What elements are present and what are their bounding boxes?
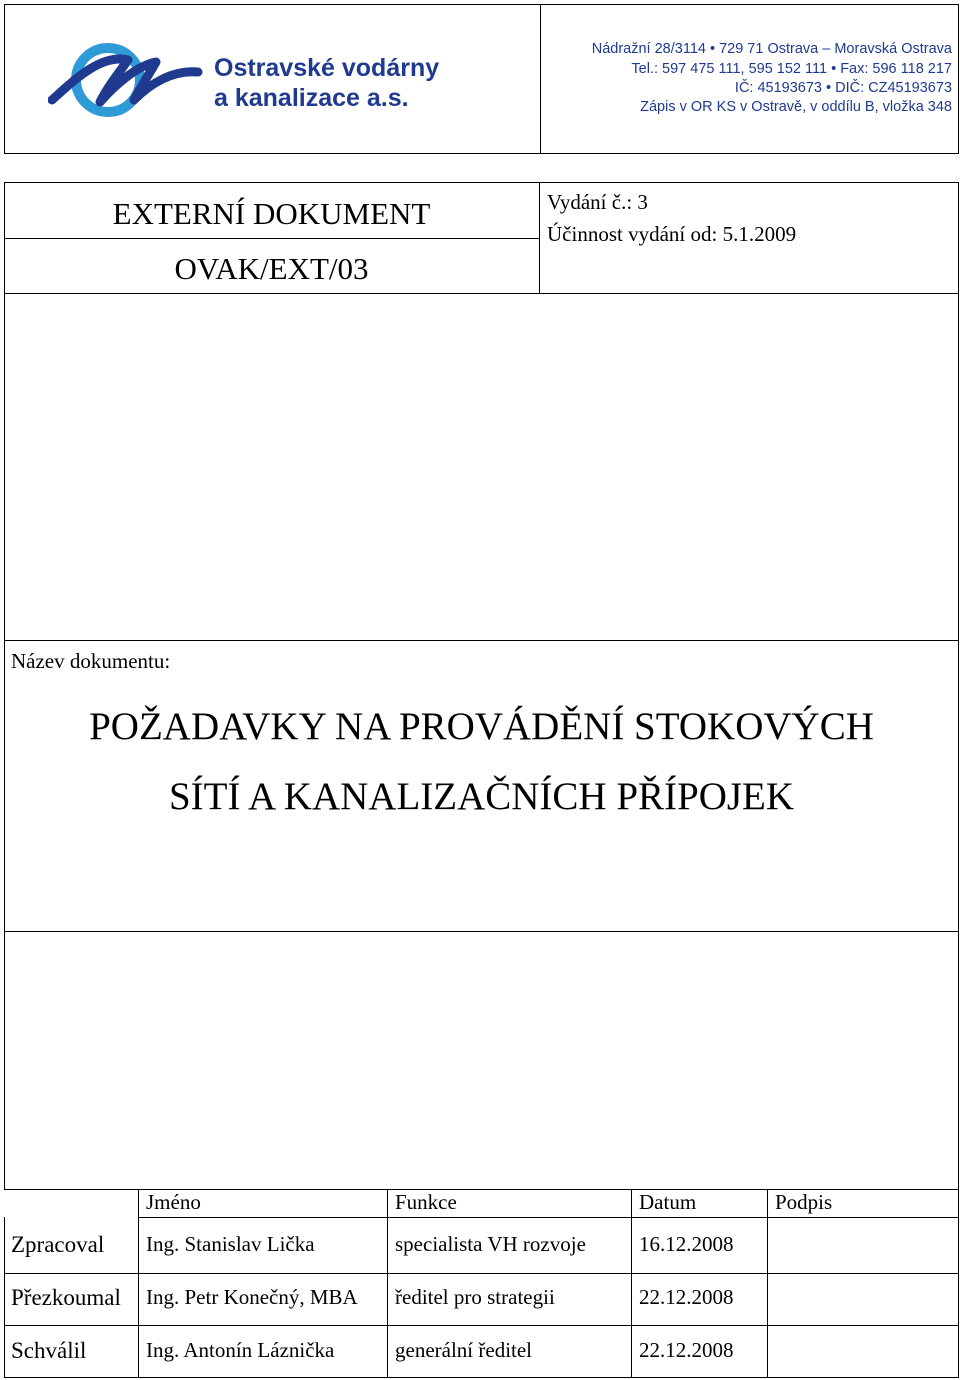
title-label: Název dokumentu: [11, 649, 171, 673]
logo-text-line1: Ostravské vodárny [214, 54, 440, 82]
document-title-line1: POŽADAVKY NA PROVÁDĚNÍ STOKOVÝCH [89, 705, 874, 748]
title-bottom-rule [4, 931, 959, 932]
table-rule [4, 1325, 959, 1326]
col-header-name: Jméno [146, 1190, 201, 1214]
table-rule [4, 1377, 959, 1378]
col-header-signature: Podpis [775, 1190, 833, 1214]
doc-issue: Vydání č.: 3 [547, 190, 648, 214]
table-rule [4, 1217, 5, 1378]
table-row-function: ředitel pro strategii [395, 1285, 555, 1309]
table-row-role: Zpracoval [11, 1232, 105, 1257]
company-register: Zápis v OR KS v Ostravě, v oddílu B, vložka 348 [640, 99, 952, 115]
table-row-function: specialista VH rozvoje [395, 1232, 586, 1256]
table-rule [631, 1190, 632, 1378]
table-row-name: Ing. Petr Konečný, MBA [146, 1285, 358, 1309]
company-logo [48, 36, 218, 128]
company-ids: IČ: 45193673 • DIČ: CZ45193673 [734, 80, 952, 96]
document-title-line2: SÍTÍ A KANALIZAČNÍCH PŘÍPOJEK [168, 775, 795, 818]
table-row-function: generální ředitel [395, 1338, 533, 1362]
table-rule [387, 1190, 388, 1378]
logo-mark-icon [48, 36, 218, 128]
table-rule [4, 1273, 959, 1274]
table-row-name: Ing. Antonín Láznička [146, 1338, 335, 1362]
table-row-date: 16.12.2008 [639, 1232, 734, 1256]
doc-code: OVAK/EXT/03 [174, 251, 369, 286]
table-row-role: Schválil [11, 1338, 87, 1363]
table-row-role: Přezkoumal [11, 1285, 121, 1310]
doc-effective: Účinnost vydání od: 5.1.2009 [547, 222, 797, 246]
table-rule [767, 1190, 768, 1378]
logo-text-line2: a kanalizace a.s. [214, 84, 409, 112]
company-address: Nádražní 28/3114 • 729 71 Ostrava – Moravská Ostrava [591, 41, 952, 57]
table-rule [138, 1190, 139, 1378]
company-phone: Tel.: 597 475 111, 595 152 111 • Fax: 596 118 217 [631, 61, 952, 77]
col-header-date: Datum [639, 1190, 697, 1214]
table-row-name: Ing. Stanislav Lička [146, 1232, 315, 1256]
doc-info-hdivider [4, 238, 539, 239]
title-top-rule [4, 640, 959, 641]
table-rule [958, 1190, 959, 1378]
table-row-date: 22.12.2008 [639, 1338, 734, 1362]
doc-info-divider [539, 182, 540, 294]
doc-type: EXTERNÍ DOKUMENT [112, 196, 431, 231]
table-row-date: 22.12.2008 [639, 1285, 734, 1309]
table-rule [138, 1217, 959, 1218]
col-header-function: Funkce [395, 1190, 457, 1214]
letterhead-divider [540, 4, 541, 154]
